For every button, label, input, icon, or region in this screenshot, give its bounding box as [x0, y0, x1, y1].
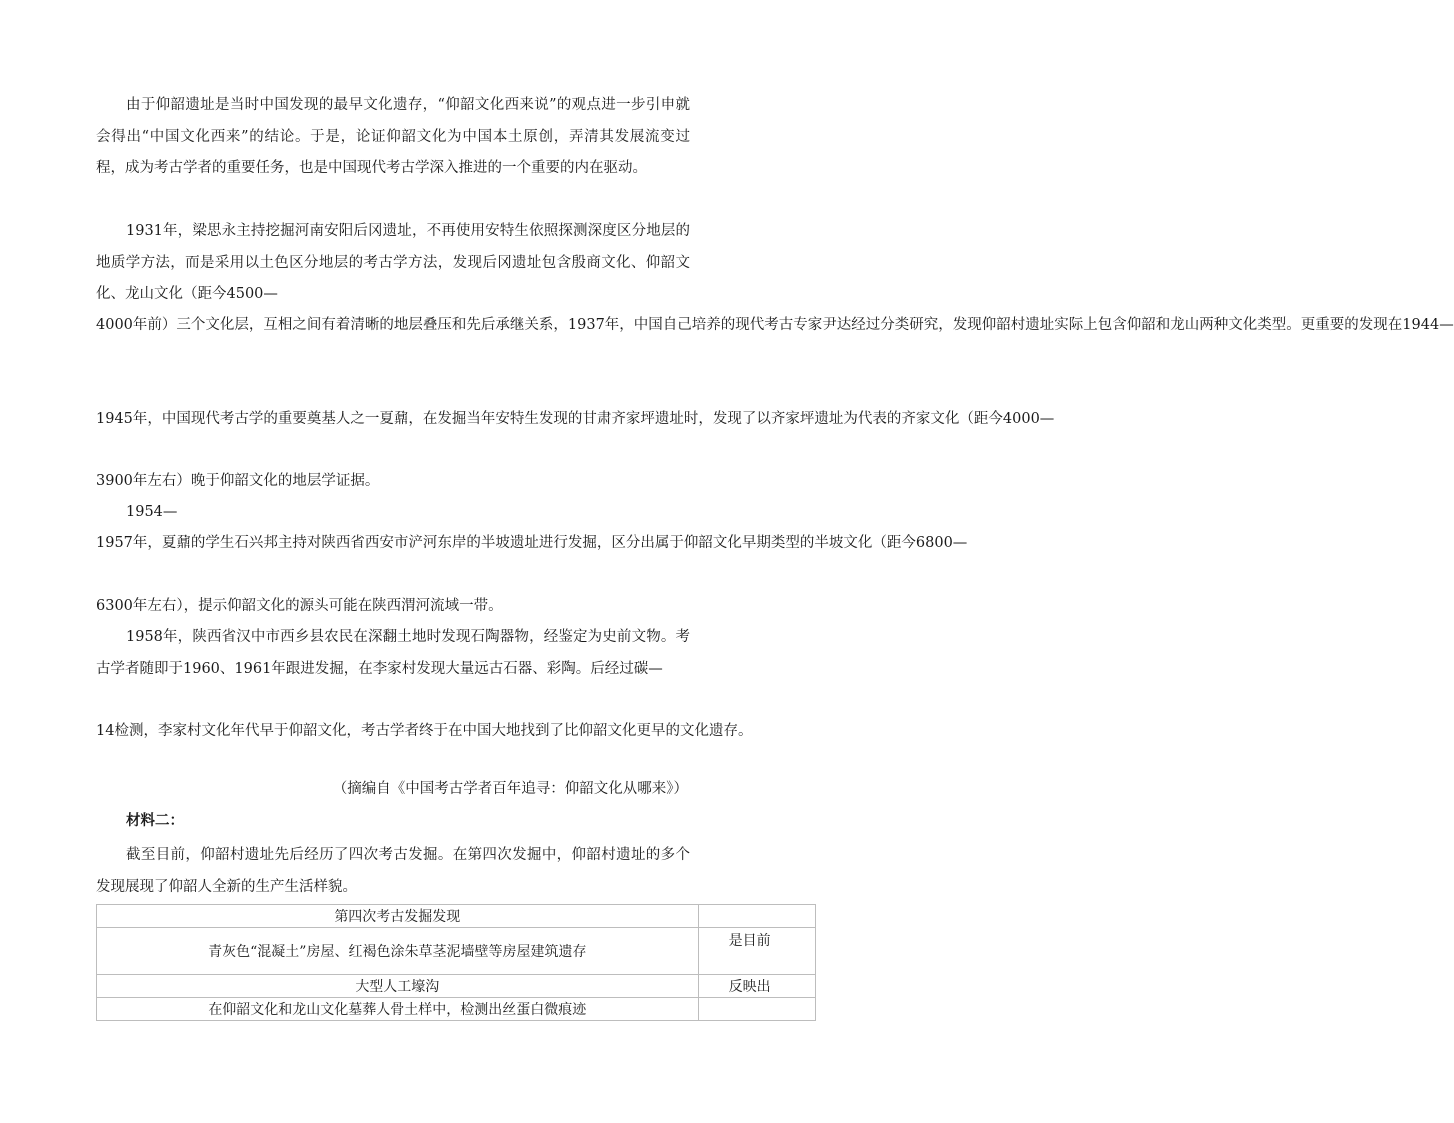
- table-row: [97, 998, 816, 1021]
- table-header-row: [97, 905, 816, 928]
- table-row: [97, 928, 816, 975]
- source-citation: （摘编自《中国考古学者百年追寻：仰韶文化从哪来》）: [332, 781, 688, 797]
- note-cell: 是目前: [698, 928, 815, 975]
- paragraph-origin-debate: 由于仰韶遗址是当时中国发现的最早文化遗存，“仰韶文化西来说”的观点进一步引申就会得出“中国文化西来”的结论。于是，论证仰韶文化为中国本土原创，弄清其发展流变过程，成为考古学者的重要任务，也是中国现代考古学深入推进的一个重要的内在驱动。: [96, 97, 690, 176]
- text-run: 1945年，中国现代考古学的重要奠基人之一夏鼐，在发掘当年安特生发现的甘肃齐家坪遗址时，发现了以齐家坪遗址为代表的齐家文化（距今4000—: [96, 411, 1055, 427]
- paragraph-1931-houkang: 1931年，梁思永主持挖掘河南安阳后冈遗址，不再使用安特生依照探测深度区分地层的地质学方法，而是采用以土色区分地层的考古学方法，发现后冈遗址包含殷商文化、仰韶文化、龙山文化（距今4500—: [96, 223, 690, 302]
- note-cell: [698, 998, 815, 1021]
- note-cell: 反映出: [698, 975, 815, 998]
- table-row: [97, 975, 816, 998]
- finding-cell: 在仰韶文化和龙山文化墓葬人骨土样中，检测出丝蛋白微痕迹: [97, 998, 699, 1021]
- text-run: 14检测，李家村文化年代早于仰韶文化，考古学者终于在中国大地找到了比仰韶文化更早的文化遗存。: [96, 723, 753, 739]
- table-header-cell: 第四次考古发掘发现: [97, 905, 699, 928]
- table-header-cell-2: [698, 905, 815, 928]
- paragraph-1954-start: 1954—: [126, 504, 178, 520]
- paragraph-1931-cont-1: [96, 310, 1454, 342]
- finding-cell: 大型人工壕沟: [97, 975, 699, 998]
- paragraph-1954-cont-1: [96, 528, 968, 560]
- text-run: 4000年前）三个文化层，互相之间有着清晰的地层叠压和先后承继关系，1937年，中国自己培养的现代考古专家尹达经过分类研究，发现仰韶村遗址实际上包含仰韶和龙山两种文化类型。更重要的发现在1944—: [96, 317, 1454, 333]
- material-two-intro: 截至目前，仰韶村遗址先后经历了四次考古发掘。在第四次发掘中，仰韶村遗址的多个发现展现了仰韶人全新的生产生活样貌。: [96, 847, 690, 895]
- paragraph-1931-cont-2: [96, 404, 1055, 436]
- finding-cell: 青灰色“混凝土”房屋、红褐色涂朱草茎泥墙壁等房屋建筑遗存: [97, 928, 699, 975]
- material-two-heading: 材料二：: [126, 812, 184, 829]
- paragraph-1931-cont-3: 3900年左右）晚于仰韶文化的地层学证据。: [96, 473, 380, 489]
- findings-table: [96, 904, 816, 1021]
- paragraph-1954-cont-2: 6300年左右），提示仰韶文化的源头可能在陕西渭河流域一带。: [96, 598, 503, 614]
- paragraph-1958-lijiacun: 1958年，陕西省汉中市西乡县农民在深翻土地时发现石陶器物，经鉴定为史前文物。考古学者随即于1960、1961年跟进发掘，在李家村发现大量远古石器、彩陶。后经过碳—: [96, 629, 690, 677]
- text-run: 1957年，夏鼐的学生石兴邦主持对陕西省西安市浐河东岸的半坡遗址进行发掘，区分出属于仰韶文化早期类型的半坡文化（距今6800—: [96, 535, 968, 551]
- paragraph-1958-cont: [96, 716, 753, 748]
